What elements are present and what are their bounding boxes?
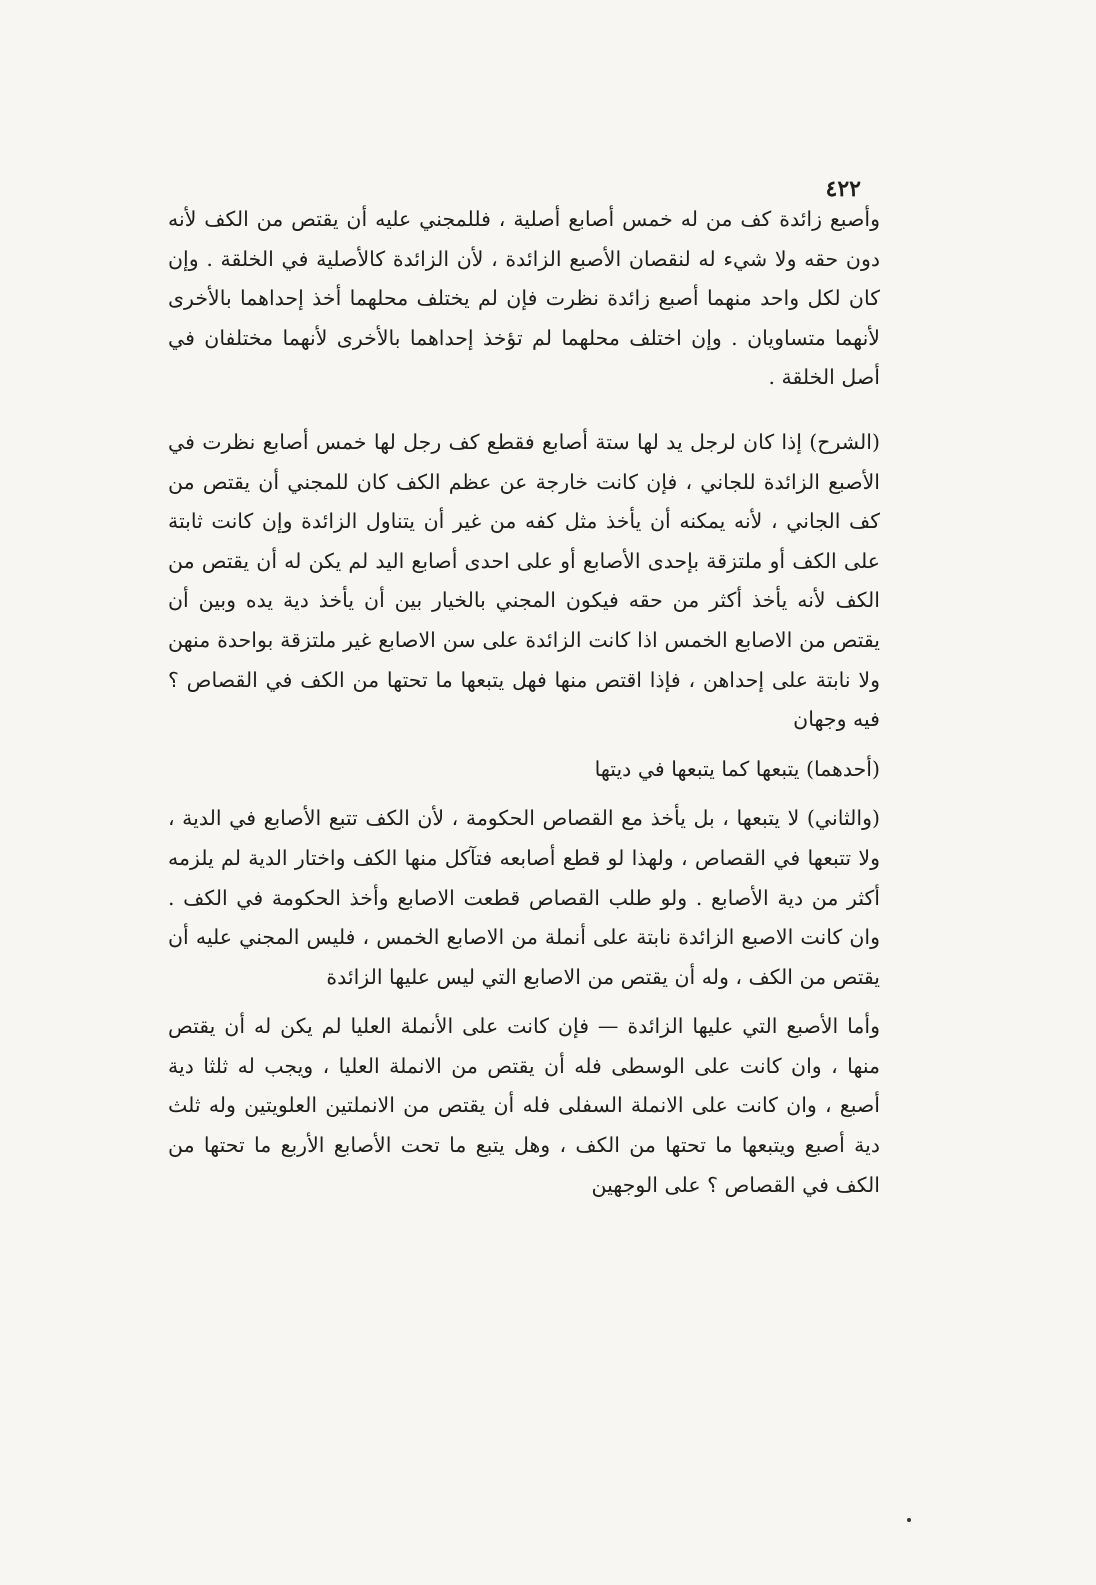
paragraph-matn: وأصبع زائدة كف من له خمس أصابع أصلية ، فللمجني عليه أن يقتص من الكف لأنه دون حقه ولا شيء له لنقصان الأصبع الزائدة ، لأن الزائدة كالأصلية في الخلقة . وإن كان لكل واحد منهما أصبع زائدة نظرت فإن لم يختلف محلهما أخذ إحداهما بالأخرى لأنهما متساويان . وإن اختلف محلهما لم تؤخذ إحداهما بالأخرى لأنهما مختلفان في أصل الخلقة . [168,207,880,390]
paragraph-second-view: (والثاني) لا يتبعها ، بل يأخذ مع القصاص الحكومة ، لأن الكف تتبع الأصابع في الدية ، ولا تتبعها في القصاص ، ولهذا لو قطع أصابعه فتآكل منها الكف واختار الدية لم يلزمه أكثر من دية الأصابع . ولو طلب القصاص قطعت الاصابع وأخذ الحكومة في الكف . وان كانت الاصبع الزائدة نابتة على أنملة من الاصابع الخمس ، فليس المجني عليه أن يقتص من الكف ، وله أن يقتص من الاصابع التي ليس عليها الزائدة [168,806,880,989]
paragraph-sharh: (الشرح) إذا كان لرجل يد لها ستة أصابع فقطع كف رجل لها خمس أصابع نظرت في الأصبع الزائدة للجاني ، فإن كانت خارجة عن عظم الكف كان للمجني أن يقتص من كف الجاني ، لأنه يمكنه أن يأخذ مثل كفه من غير أن يتناول الزائدة وإن كانت ثابتة على الكف أو ملتزقة بإحدى الأصابع أو على احدى أصابع اليد لم يكن له أن يقتص من الكف لأنه يأخذ أكثر من حقه فيكون المجني بالخيار بين أن يأخذ دية يده وبين أن يقتص من الاصابع الخمس اذا كانت الزائدة على سن الاصابع غير ملتزقة بواحدة منهن ولا نابتة على إحداهن ، فإذا اقتص منها فهل يتبعها ما تحتها من الكف في القصاص ؟ فيه وجهان [168,429,880,732]
paragraph-fingertips: وأما الأصبع التي عليها الزائدة — فإن كانت على الأنملة العليا لم يكن له أن يقتص منها ، وان كانت على الوسطى فله أن يقتص من الانملة العليا ، ويجب له ثلثا دية أصبع ، وان كانت على الانملة السفلى فله أن يقتص من الانملتين العلويتين وله ثلث دية أصبع ويتبعها ما تحتها من الكف ، وهل يتبع ما تحت الأصابع الأربع ما تحتها من الكف في القصاص ؟ على الوجهين [168,1014,880,1197]
body-text [168,200,880,1205]
page-number: ٤٢٢ [825,176,861,202]
paragraph-first-view: (أحدهما) يتبعها كما يتبعها في ديتها [594,756,880,781]
ink-speck [907,1518,911,1522]
